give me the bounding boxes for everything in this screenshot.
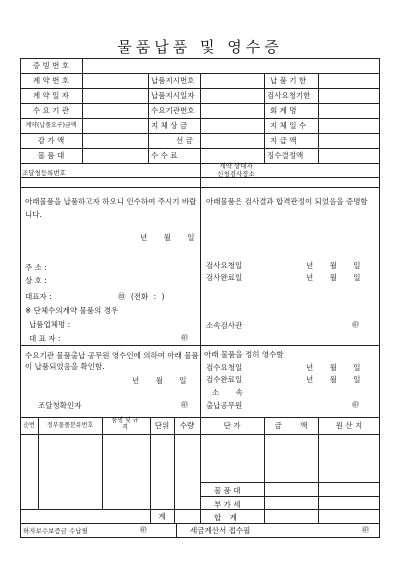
seal-mark: ㊞	[352, 401, 359, 409]
representative-label: 대표자 :	[25, 292, 52, 301]
supplier-name-label: 납품업체명 :	[29, 320, 71, 329]
header-label: 회 계 명	[270, 106, 297, 115]
check-request-label: 검수요청일	[206, 363, 243, 372]
header-label: 계약(납품요구)금액	[25, 122, 77, 129]
receipt-date: 년 월 일	[132, 376, 187, 385]
header-label: 감 가 액	[37, 136, 65, 145]
inspection-request-date: 년 월 일	[306, 261, 361, 270]
inspection-certify-text: 아래물품은 검사결과 합격판정이 되었음을 증명함	[206, 197, 368, 206]
inspection-done-date: 년 월 일	[306, 273, 361, 282]
check-done-label: 검수완료일	[206, 375, 243, 384]
company-label: 상 호 :	[25, 276, 47, 285]
receipt-text: 아래 물품을 정히 영수함	[204, 350, 284, 359]
col-header-class-no: 정부물품분류번호	[46, 422, 94, 429]
cashier-officer-label: 출납공무원	[206, 401, 243, 410]
seal-mark: ㊞	[362, 526, 369, 534]
header-label: 계 약 번 호	[32, 76, 70, 85]
registration-number-label: 조달청등록번호	[22, 169, 66, 177]
representative2-label: 대 표 자 :	[29, 334, 61, 343]
warranty-deposit-label: 하자보수보증금 수납필	[23, 527, 88, 535]
col-header-qty: 수량	[179, 421, 195, 430]
header-label: 물 품 대	[37, 151, 65, 160]
procurement-officer-label: 조달청확인자	[38, 401, 82, 410]
form-title: 물품납품 및 영수증	[117, 38, 283, 56]
col-header-item-spec: 품명 및 규격	[111, 417, 139, 431]
check-done-date: 년 월 일	[306, 375, 361, 384]
address-label: 주 소 :	[25, 263, 47, 272]
col-header-seq: 순번	[23, 422, 35, 429]
header-label: 선 금	[176, 136, 193, 145]
summary-vat-label: 부 가 세	[214, 500, 241, 509]
seal-mark: ㊞	[181, 401, 188, 409]
header-label: 증 빙 번 호	[32, 61, 70, 70]
inspector-label: 소속검사관	[206, 321, 243, 330]
col-header-unit: 단위	[154, 421, 170, 430]
header-label: 수 요 기 관	[32, 106, 70, 115]
header-label: 징수결정액	[267, 151, 304, 160]
inspection-done-label: 검사완료일	[206, 273, 243, 282]
seal-mark: ㊞	[181, 334, 188, 342]
col-header-origin: 원 산 지	[335, 421, 363, 430]
seal-mark: ㊞	[352, 321, 359, 329]
header-label: 지 체 일 수	[270, 121, 307, 130]
header-label: 수 수 료	[151, 151, 178, 160]
seal-phone: ㊞ (전화 : )	[118, 292, 165, 301]
receipt-confirm-text: 수요기관 물품출납 공무원 영수인에 의하여 아래 물품이 납품되었음을 확인함.	[25, 351, 199, 371]
col-header-unit-price: 단 가	[223, 421, 241, 430]
contractor-inspection-label: 계약 상대자 신청검사장소	[217, 162, 255, 178]
seal-mark: ㊞	[140, 526, 147, 534]
header-label: 지 체 상 금	[151, 121, 188, 130]
header-label: 계 약 일 자	[32, 91, 70, 100]
header-label: 납 품 기 한	[270, 76, 307, 85]
total-label: 계	[158, 512, 166, 521]
header-label: 납품지시번호	[151, 76, 195, 85]
check-request-date: 년 월 일	[306, 363, 361, 372]
summary-total-label: 합 계	[214, 513, 237, 522]
header-label: 검사요청기한	[267, 91, 311, 100]
department-label: 소 속	[212, 388, 243, 397]
header-label: 지 급 액	[270, 136, 297, 145]
col-header-amount: 금 액	[274, 421, 308, 430]
delivery-date: 년 월 일	[140, 233, 195, 242]
tax-invoice-label: 세금계산서 접수필	[190, 526, 251, 535]
delivery-request-text: 아래물품을 납품하고자 하오니 인수하여 주시기 바랍니다.	[25, 197, 197, 219]
header-label: 납품지시일자	[151, 91, 195, 100]
header-label: 수요기관번호	[151, 106, 195, 115]
group-contract-note: ※ 단체수의계약 물품의 경우	[25, 306, 119, 315]
inspection-request-label: 검사요청일	[206, 261, 243, 270]
summary-goods-label: 물 품 대	[214, 486, 241, 495]
